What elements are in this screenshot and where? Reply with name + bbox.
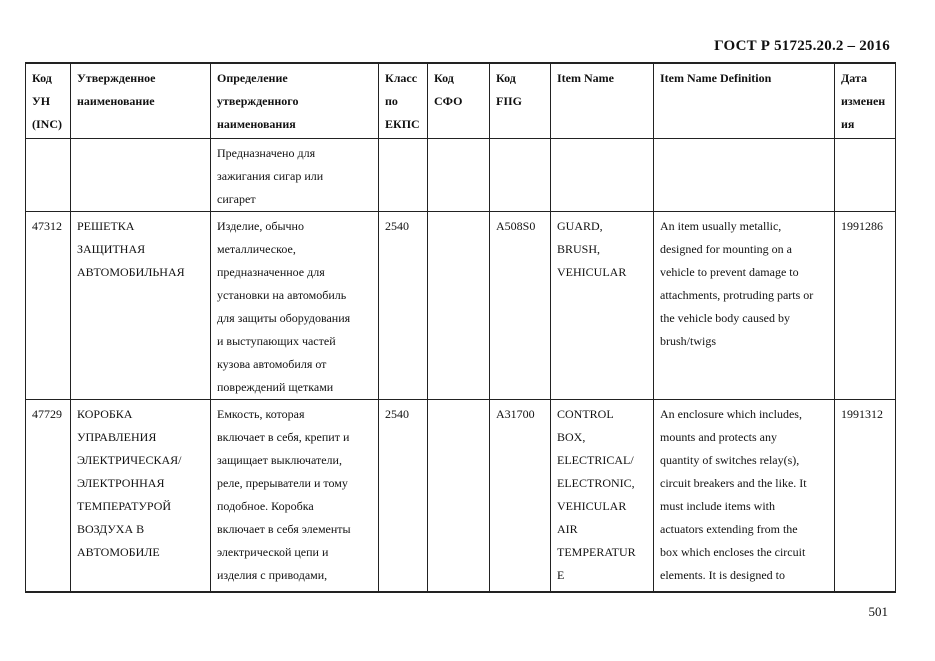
table-row — [26, 138, 896, 211]
cell-fiig — [490, 138, 551, 211]
cell-item-name: GUARD, BRUSH, VEHICULAR — [551, 211, 654, 399]
cell-inc: 47729 — [26, 399, 71, 592]
cell-fiig: A508S0 — [490, 211, 551, 399]
nomenclature-table — [25, 62, 896, 593]
header-approved-name: Утвержденное наименование — [71, 63, 211, 138]
cell-definition: Предназначено для зажигания сигар или сигарет — [211, 138, 379, 211]
cell-approved-name: КОРОБКА УПРАВЛЕНИЯ ЭЛЕКТРИЧЕСКАЯ/ ЭЛЕКТРОННАЯ ТЕМПЕРАТУРОЙ ВОЗДУХА В АВТОМОБИЛЕ — [71, 399, 211, 592]
cell-definition: Емкость, которая включает в себя, крепит и защищает выключатели, реле, прерыватели и тому подобное. Коробка включает в себя элементы электрической цепи и изделия с приводами, — [211, 399, 379, 592]
header-item-name: Item Name — [551, 63, 654, 138]
cell-approved-name: РЕШЕТКА ЗАЩИТНАЯ АВТОМОБИЛЬНАЯ — [71, 211, 211, 399]
cell-item-definition — [654, 138, 835, 211]
header-class: Класс по ЕКПС — [379, 63, 428, 138]
header-definition: Определение утвержденного наименования — [211, 63, 379, 138]
cell-approved-name — [71, 138, 211, 211]
document-standard-title: ГОСТ Р 51725.20.2 – 2016 — [714, 38, 890, 54]
cell-item-name — [551, 138, 654, 211]
cell-sfo — [428, 138, 490, 211]
cell-sfo — [428, 211, 490, 399]
cell-item-definition: An enclosure which includes, mounts and protects any quantity of switches relay(s), circuit breakers and the like. It must include items with actuators extending from the box which encloses the circuit elements. It is designed to — [654, 399, 835, 592]
cell-class: 2540 — [379, 211, 428, 399]
cell-item-name: CONTROL BOX, ELECTRICAL/ ELECTRONIC, VEHICULAR AIR TEMPERATUR E — [551, 399, 654, 592]
cell-inc — [26, 138, 71, 211]
cell-fiig: A31700 — [490, 399, 551, 592]
cell-inc: 47312 — [26, 211, 71, 399]
header-item-definition: Item Name Definition — [654, 63, 835, 138]
cell-date: 1991312 — [835, 399, 896, 592]
page-number: 501 — [868, 604, 888, 619]
header-date: Дата изменен ия — [835, 63, 896, 138]
header-fiig: Код FIIG — [490, 63, 551, 138]
cell-definition: Изделие, обычно металлическое, предназначенное для установки на автомобиль для защиты оборудования и выступающих частей кузова автомобиля от повреждений щетками — [211, 211, 379, 399]
header-inc: Код УН (INC) — [26, 63, 71, 138]
cell-class — [379, 138, 428, 211]
cell-class: 2540 — [379, 399, 428, 592]
table-header-row — [26, 63, 896, 138]
table-row — [26, 399, 896, 592]
header-sfo: Код СФО — [428, 63, 490, 138]
cell-date — [835, 138, 896, 211]
cell-sfo — [428, 399, 490, 592]
cell-date: 1991286 — [835, 211, 896, 399]
table-row — [26, 211, 896, 399]
cell-item-definition: An item usually metallic, designed for mounting on a vehicle to prevent damage to attachments, protruding parts or the vehicle body caused by brush/twigs — [654, 211, 835, 399]
